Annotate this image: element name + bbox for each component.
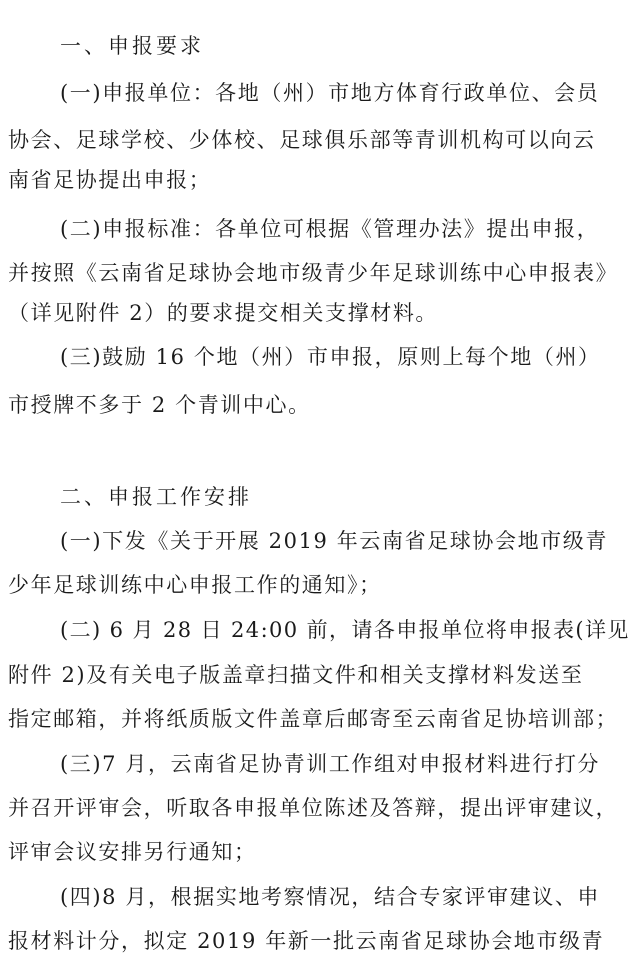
section1-item1-line3: 南省足协提出申报； <box>8 168 212 192</box>
section2-item3-line2: 并召开评审会，听取各申报单位陈述及答辩，提出评审建议， <box>8 796 619 820</box>
section2-item2-line1: (二) 6 月 28 日 24:00 前，请各申报单位将申报表(详见 <box>60 618 630 642</box>
section1-item1-line2: 协会、足球学校、少体校、足球俱乐部等青训机构可以向云 <box>8 128 596 152</box>
section1-item3-line1: (三)鼓励 16 个地（州）市申报，原则上每个地（州） <box>60 345 601 369</box>
section1-item1-line1: (一)申报单位：各地（州）市地方体育行政单位、会员 <box>60 81 600 105</box>
section2-item4-line2: 报材料计分，拟定 2019 年新一批云南省足球协会地市级青 <box>8 929 605 953</box>
section2-item1-line1: (一)下发《关于开展 2019 年云南省足球协会地市级青 <box>60 529 608 553</box>
section2-item3-line1: (三)7 月，云南省足协青训工作组对申报材料进行打分 <box>60 752 601 776</box>
section2-item3-line3: 评审会议安排另行通知； <box>8 840 257 864</box>
section1-heading: 一、申报要求 <box>60 34 204 58</box>
section1-item3-line2: 市授牌不多于 2 个青训中心。 <box>8 393 311 417</box>
section2-item2-line3: 指定邮箱，并将纸质版文件盖章后邮寄至云南省足协培训部； <box>8 707 619 731</box>
section2-heading: 二、申报工作安排 <box>60 485 252 509</box>
section1-item2-line3: （详见附件 2）的要求提交相关支撑材料。 <box>8 301 439 325</box>
section2-item4-line1: (四)8 月，根据实地考察情况，结合专家评审建议、申 <box>60 885 601 909</box>
section2-item2-line2: 附件 2)及有关电子版盖章扫描文件和相关支撑材料发送至 <box>8 663 584 687</box>
section1-item2-line2: 并按照《云南省足球协会地市级青少年足球训练中心申报表》 <box>8 261 619 285</box>
section1-item2-line1: (二)申报标准：各单位可根据《管理办法》提出申报， <box>60 217 600 241</box>
section2-item1-line2: 少年足球训练中心申报工作的通知》； <box>8 573 382 597</box>
